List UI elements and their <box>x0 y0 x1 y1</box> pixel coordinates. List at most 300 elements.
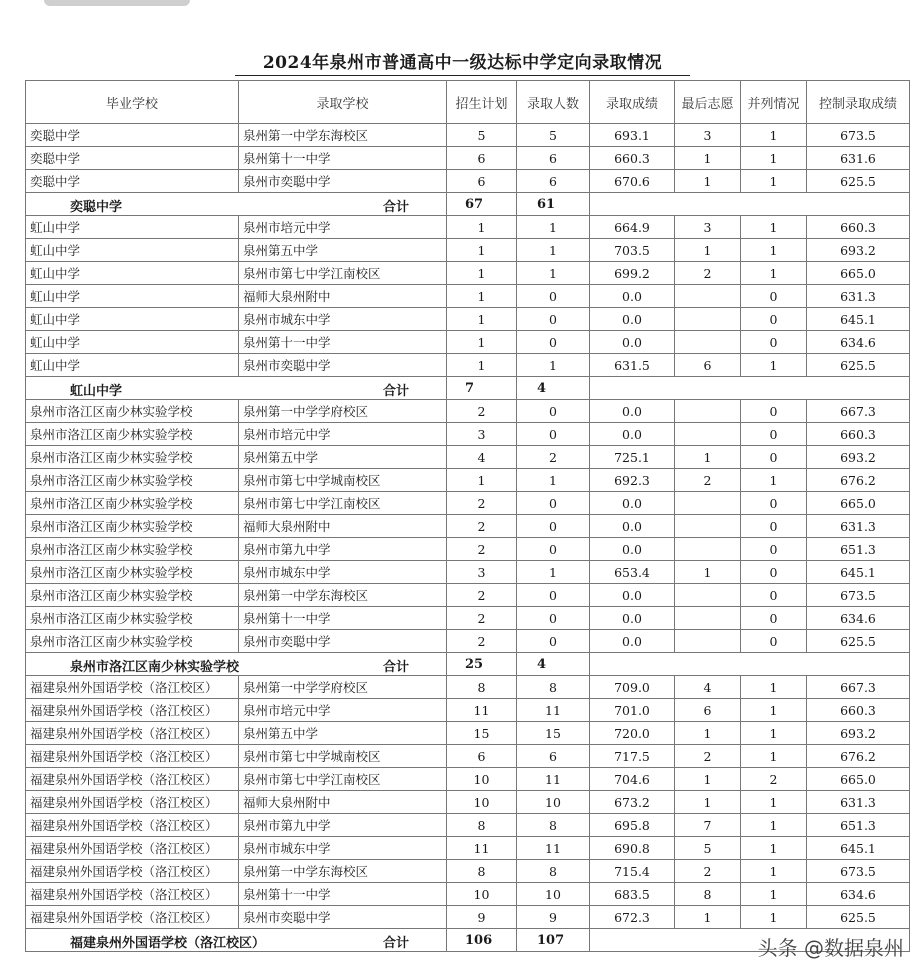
cell-admitting-school: 泉州第十一中学 <box>239 607 447 630</box>
cell-admitted-count: 6 <box>517 170 590 193</box>
cell-enrollment-plan: 3 <box>447 561 517 584</box>
total-label: 合计 <box>383 200 410 215</box>
cell-tie-status: 1 <box>741 906 807 929</box>
cell-control-score: 676.2 <box>807 745 910 768</box>
cell-tie-status: 0 <box>741 584 807 607</box>
cell-last-choice: 1 <box>675 147 741 170</box>
cell-last-choice: 3 <box>675 124 741 147</box>
cell-last-choice: 2 <box>675 262 741 285</box>
table-row <box>26 584 910 607</box>
cell-enrollment-plan: 2 <box>447 515 517 538</box>
cell-tie-status: 0 <box>741 400 807 423</box>
table-row <box>26 239 910 262</box>
cell-graduating-school: 泉州市洛江区南少林实验学校 <box>26 400 239 423</box>
cell-control-score: 645.1 <box>807 561 910 584</box>
cell-admitting-school: 泉州市奕聪中学 <box>239 170 447 193</box>
cell-control-score: 631.3 <box>807 791 910 814</box>
cell-admission-score: 704.6 <box>590 768 675 791</box>
cell-admitted-count: 0 <box>517 515 590 538</box>
table-row <box>26 561 910 584</box>
cell-tie-status: 1 <box>741 791 807 814</box>
cell-last-choice <box>675 492 741 515</box>
cell-graduating-school: 奕聪中学 <box>26 124 239 147</box>
cell-admitted-count: 0 <box>517 630 590 653</box>
cell-admitted-count: 0 <box>517 423 590 446</box>
table-row <box>26 814 910 837</box>
cell-tie-status: 1 <box>741 124 807 147</box>
cell-admission-score: 0.0 <box>590 423 675 446</box>
table-row <box>26 354 910 377</box>
cell-admission-score: 717.5 <box>590 745 675 768</box>
table-row <box>26 906 910 929</box>
table-row <box>26 515 910 538</box>
cell-last-choice <box>675 584 741 607</box>
total-empty-cell <box>590 193 910 216</box>
total-label-cell <box>26 929 447 952</box>
cell-admitting-school: 泉州第五中学 <box>239 239 447 262</box>
cell-graduating-school: 泉州市洛江区南少林实验学校 <box>26 584 239 607</box>
table-row <box>26 630 910 653</box>
cell-admitted-count: 1 <box>517 561 590 584</box>
top-scroll-bar <box>44 0 190 6</box>
cell-admitting-school: 泉州第一中学东海校区 <box>239 584 447 607</box>
cell-graduating-school: 福建泉州外国语学校（洛江校区） <box>26 906 239 929</box>
table-row <box>26 492 910 515</box>
cell-control-score: 676.2 <box>807 469 910 492</box>
cell-enrollment-plan: 10 <box>447 791 517 814</box>
cell-control-score: 693.2 <box>807 239 910 262</box>
cell-enrollment-plan: 1 <box>447 331 517 354</box>
total-plan: 106 <box>447 929 517 952</box>
cell-admitting-school: 泉州市第九中学 <box>239 814 447 837</box>
cell-tie-status: 0 <box>741 538 807 561</box>
cell-admitted-count: 10 <box>517 883 590 906</box>
cell-admission-score: 660.3 <box>590 147 675 170</box>
cell-admitting-school: 泉州第十一中学 <box>239 883 447 906</box>
cell-last-choice: 2 <box>675 745 741 768</box>
cell-control-score: 660.3 <box>807 699 910 722</box>
cell-enrollment-plan: 11 <box>447 837 517 860</box>
cell-enrollment-plan: 5 <box>447 124 517 147</box>
cell-tie-status: 0 <box>741 492 807 515</box>
cell-admission-score: 664.9 <box>590 216 675 239</box>
cell-control-score: 660.3 <box>807 423 910 446</box>
cell-graduating-school: 泉州市洛江区南少林实验学校 <box>26 538 239 561</box>
cell-last-choice <box>675 515 741 538</box>
cell-admission-score: 701.0 <box>590 699 675 722</box>
cell-graduating-school: 虹山中学 <box>26 239 239 262</box>
cell-graduating-school: 虹山中学 <box>26 354 239 377</box>
table-row <box>26 791 910 814</box>
cell-tie-status: 0 <box>741 308 807 331</box>
cell-admission-score: 692.3 <box>590 469 675 492</box>
table-row <box>26 446 910 469</box>
cell-enrollment-plan: 2 <box>447 492 517 515</box>
cell-control-score: 693.2 <box>807 446 910 469</box>
total-admitted: 107 <box>517 929 590 952</box>
total-admitted: 4 <box>517 377 590 400</box>
total-school-name: 虹山中学 <box>70 384 123 399</box>
cell-admitting-school: 泉州第一中学东海校区 <box>239 124 447 147</box>
cell-admission-score: 690.8 <box>590 837 675 860</box>
cell-tie-status: 2 <box>741 768 807 791</box>
cell-admitted-count: 8 <box>517 814 590 837</box>
cell-enrollment-plan: 1 <box>447 308 517 331</box>
total-row <box>26 653 910 676</box>
cell-tie-status: 0 <box>741 285 807 308</box>
cell-admitting-school: 泉州市第七中学城南校区 <box>239 745 447 768</box>
cell-control-score: 625.5 <box>807 354 910 377</box>
cell-admission-score: 720.0 <box>590 722 675 745</box>
cell-tie-status: 1 <box>741 216 807 239</box>
cell-admitted-count: 10 <box>517 791 590 814</box>
table-row <box>26 722 910 745</box>
table-row <box>26 262 910 285</box>
cell-admission-score: 673.2 <box>590 791 675 814</box>
table-row <box>26 147 910 170</box>
cell-tie-status: 1 <box>741 147 807 170</box>
total-label-cell <box>26 193 447 216</box>
cell-graduating-school: 泉州市洛江区南少林实验学校 <box>26 469 239 492</box>
cell-admitting-school: 泉州市奕聪中学 <box>239 630 447 653</box>
cell-tie-status: 0 <box>741 607 807 630</box>
cell-control-score: 665.0 <box>807 768 910 791</box>
cell-graduating-school: 泉州市洛江区南少林实验学校 <box>26 561 239 584</box>
cell-graduating-school: 福建泉州外国语学校（洛江校区） <box>26 676 239 699</box>
cell-last-choice: 1 <box>675 446 741 469</box>
cell-last-choice <box>675 308 741 331</box>
cell-enrollment-plan: 1 <box>447 239 517 262</box>
cell-admitting-school: 泉州第五中学 <box>239 446 447 469</box>
table-row <box>26 768 910 791</box>
cell-admitted-count: 11 <box>517 768 590 791</box>
total-empty-cell <box>590 377 910 400</box>
cell-graduating-school: 虹山中学 <box>26 216 239 239</box>
total-row <box>26 377 910 400</box>
cell-control-score: 634.6 <box>807 607 910 630</box>
cell-admission-score: 0.0 <box>590 630 675 653</box>
table-row <box>26 423 910 446</box>
cell-enrollment-plan: 3 <box>447 423 517 446</box>
cell-tie-status: 0 <box>741 331 807 354</box>
cell-graduating-school: 奕聪中学 <box>26 170 239 193</box>
cell-admission-score: 703.5 <box>590 239 675 262</box>
cell-admitting-school: 泉州市城东中学 <box>239 561 447 584</box>
total-plan: 7 <box>447 377 517 400</box>
cell-admission-score: 672.3 <box>590 906 675 929</box>
cell-control-score: 645.1 <box>807 308 910 331</box>
cell-admitted-count: 11 <box>517 699 590 722</box>
cell-last-choice: 1 <box>675 791 741 814</box>
cell-last-choice: 8 <box>675 883 741 906</box>
cell-admitted-count: 0 <box>517 331 590 354</box>
cell-admitting-school: 泉州市第七中学城南校区 <box>239 469 447 492</box>
cell-tie-status: 1 <box>741 676 807 699</box>
cell-admitted-count: 1 <box>517 354 590 377</box>
cell-graduating-school: 泉州市洛江区南少林实验学校 <box>26 607 239 630</box>
cell-admitted-count: 0 <box>517 400 590 423</box>
cell-tie-status: 1 <box>741 469 807 492</box>
cell-control-score: 667.3 <box>807 676 910 699</box>
cell-tie-status: 1 <box>741 814 807 837</box>
table-row <box>26 400 910 423</box>
cell-graduating-school: 泉州市洛江区南少林实验学校 <box>26 515 239 538</box>
cell-control-score: 631.6 <box>807 147 910 170</box>
cell-enrollment-plan: 1 <box>447 469 517 492</box>
cell-last-choice: 1 <box>675 768 741 791</box>
cell-admitting-school: 泉州第五中学 <box>239 722 447 745</box>
total-admitted: 4 <box>517 653 590 676</box>
cell-last-choice: 2 <box>675 860 741 883</box>
cell-admitted-count: 0 <box>517 492 590 515</box>
cell-admission-score: 0.0 <box>590 285 675 308</box>
cell-admitting-school: 泉州市第七中学江南校区 <box>239 768 447 791</box>
cell-admitted-count: 1 <box>517 262 590 285</box>
cell-tie-status: 1 <box>741 354 807 377</box>
cell-admitting-school: 泉州市第七中学江南校区 <box>239 262 447 285</box>
cell-admitting-school: 泉州第一中学学府校区 <box>239 676 447 699</box>
cell-admitted-count: 15 <box>517 722 590 745</box>
cell-enrollment-plan: 11 <box>447 699 517 722</box>
cell-last-choice: 1 <box>675 561 741 584</box>
cell-admitted-count: 1 <box>517 239 590 262</box>
cell-graduating-school: 泉州市洛江区南少林实验学校 <box>26 492 239 515</box>
table-row <box>26 699 910 722</box>
cell-graduating-school: 虹山中学 <box>26 308 239 331</box>
cell-enrollment-plan: 2 <box>447 607 517 630</box>
cell-last-choice: 3 <box>675 216 741 239</box>
cell-enrollment-plan: 2 <box>447 400 517 423</box>
cell-last-choice <box>675 285 741 308</box>
cell-admitted-count: 0 <box>517 285 590 308</box>
cell-control-score: 625.5 <box>807 630 910 653</box>
total-label: 合计 <box>383 660 410 675</box>
cell-admitting-school: 泉州市城东中学 <box>239 308 447 331</box>
cell-admission-score: 670.6 <box>590 170 675 193</box>
cell-tie-status: 1 <box>741 860 807 883</box>
cell-last-choice: 4 <box>675 676 741 699</box>
cell-admitted-count: 11 <box>517 837 590 860</box>
cell-admitting-school: 福师大泉州附中 <box>239 791 447 814</box>
cell-admitting-school: 泉州市培元中学 <box>239 216 447 239</box>
cell-enrollment-plan: 6 <box>447 745 517 768</box>
cell-admitted-count: 0 <box>517 538 590 561</box>
table-row <box>26 607 910 630</box>
cell-graduating-school: 虹山中学 <box>26 262 239 285</box>
cell-tie-status: 1 <box>741 170 807 193</box>
cell-control-score: 667.3 <box>807 400 910 423</box>
cell-last-choice: 5 <box>675 837 741 860</box>
cell-graduating-school: 福建泉州外国语学校（洛江校区） <box>26 814 239 837</box>
admission-table <box>25 80 910 952</box>
cell-admitted-count: 0 <box>517 584 590 607</box>
cell-admitted-count: 0 <box>517 308 590 331</box>
header-last-choice: 最后志愿 <box>675 81 741 124</box>
cell-control-score: 665.0 <box>807 492 910 515</box>
cell-control-score: 673.5 <box>807 124 910 147</box>
total-label: 合计 <box>383 384 410 399</box>
cell-admitting-school: 泉州市奕聪中学 <box>239 906 447 929</box>
cell-admitting-school: 泉州市第九中学 <box>239 538 447 561</box>
cell-last-choice <box>675 331 741 354</box>
cell-admitting-school: 泉州第一中学学府校区 <box>239 400 447 423</box>
cell-admitting-school: 泉州市奕聪中学 <box>239 354 447 377</box>
cell-admission-score: 0.0 <box>590 538 675 561</box>
total-school-name: 泉州市洛江区南少林实验学校 <box>70 660 240 675</box>
cell-enrollment-plan: 1 <box>447 285 517 308</box>
cell-enrollment-plan: 9 <box>447 906 517 929</box>
cell-admission-score: 709.0 <box>590 676 675 699</box>
cell-enrollment-plan: 1 <box>447 216 517 239</box>
cell-graduating-school: 泉州市洛江区南少林实验学校 <box>26 446 239 469</box>
cell-enrollment-plan: 6 <box>447 170 517 193</box>
cell-admission-score: 0.0 <box>590 331 675 354</box>
table-row <box>26 124 910 147</box>
cell-last-choice: 6 <box>675 699 741 722</box>
table-row <box>26 331 910 354</box>
cell-control-score: 651.3 <box>807 814 910 837</box>
cell-admitting-school: 泉州第十一中学 <box>239 331 447 354</box>
cell-admission-score: 699.2 <box>590 262 675 285</box>
cell-admitted-count: 8 <box>517 860 590 883</box>
watermark: 头条 @数据泉州 <box>757 936 904 960</box>
cell-enrollment-plan: 10 <box>447 768 517 791</box>
cell-graduating-school: 福建泉州外国语学校（洛江校区） <box>26 745 239 768</box>
header-graduating-school: 毕业学校 <box>26 81 239 124</box>
cell-enrollment-plan: 8 <box>447 814 517 837</box>
table-row <box>26 308 910 331</box>
cell-tie-status: 1 <box>741 262 807 285</box>
cell-graduating-school: 奕聪中学 <box>26 147 239 170</box>
cell-enrollment-plan: 10 <box>447 883 517 906</box>
total-school-name: 福建泉州外国语学校（洛江校区） <box>70 936 266 951</box>
cell-graduating-school: 福建泉州外国语学校（洛江校区） <box>26 860 239 883</box>
cell-control-score: 634.6 <box>807 883 910 906</box>
page-title: 2024年泉州市普通高中一级达标中学定向录取情况 <box>235 48 690 76</box>
cell-control-score: 645.1 <box>807 837 910 860</box>
total-label-cell <box>26 653 447 676</box>
cell-admitted-count: 6 <box>517 745 590 768</box>
cell-admission-score: 0.0 <box>590 515 675 538</box>
header-admission-score: 录取成绩 <box>590 81 675 124</box>
cell-graduating-school: 福建泉州外国语学校（洛江校区） <box>26 837 239 860</box>
cell-tie-status: 0 <box>741 515 807 538</box>
cell-admission-score: 0.0 <box>590 584 675 607</box>
cell-control-score: 693.2 <box>807 722 910 745</box>
table-row <box>26 745 910 768</box>
cell-enrollment-plan: 15 <box>447 722 517 745</box>
cell-control-score: 660.3 <box>807 216 910 239</box>
cell-last-choice: 1 <box>675 239 741 262</box>
cell-tie-status: 0 <box>741 630 807 653</box>
header-control-score: 控制录取成绩 <box>807 81 910 124</box>
cell-last-choice <box>675 538 741 561</box>
cell-admitting-school: 泉州市第七中学江南校区 <box>239 492 447 515</box>
table-row <box>26 538 910 561</box>
table-header-row <box>26 81 910 124</box>
cell-enrollment-plan: 2 <box>447 584 517 607</box>
cell-graduating-school: 泉州市洛江区南少林实验学校 <box>26 423 239 446</box>
cell-admission-score: 693.1 <box>590 124 675 147</box>
cell-admitted-count: 1 <box>517 469 590 492</box>
cell-last-choice <box>675 607 741 630</box>
cell-admission-score: 683.5 <box>590 883 675 906</box>
total-plan: 67 <box>447 193 517 216</box>
cell-admission-score: 0.0 <box>590 400 675 423</box>
cell-graduating-school: 福建泉州外国语学校（洛江校区） <box>26 791 239 814</box>
total-empty-cell <box>590 653 910 676</box>
cell-admitting-school: 福师大泉州附中 <box>239 285 447 308</box>
total-row <box>26 193 910 216</box>
cell-graduating-school: 福建泉州外国语学校（洛江校区） <box>26 699 239 722</box>
cell-last-choice: 1 <box>675 170 741 193</box>
table-row <box>26 285 910 308</box>
header-enrollment-plan: 招生计划 <box>447 81 517 124</box>
cell-graduating-school: 虹山中学 <box>26 285 239 308</box>
cell-admission-score: 631.5 <box>590 354 675 377</box>
cell-last-choice: 2 <box>675 469 741 492</box>
cell-admission-score: 0.0 <box>590 308 675 331</box>
cell-last-choice <box>675 400 741 423</box>
cell-enrollment-plan: 2 <box>447 630 517 653</box>
cell-last-choice: 1 <box>675 906 741 929</box>
cell-control-score: 651.3 <box>807 538 910 561</box>
cell-enrollment-plan: 1 <box>447 354 517 377</box>
cell-admitting-school: 泉州市培元中学 <box>239 423 447 446</box>
table-row <box>26 216 910 239</box>
total-label-cell <box>26 377 447 400</box>
cell-tie-status: 1 <box>741 883 807 906</box>
table-row <box>26 837 910 860</box>
total-admitted: 61 <box>517 193 590 216</box>
cell-admitted-count: 2 <box>517 446 590 469</box>
table-row <box>26 170 910 193</box>
cell-admitted-count: 6 <box>517 147 590 170</box>
cell-graduating-school: 虹山中学 <box>26 331 239 354</box>
cell-graduating-school: 泉州市洛江区南少林实验学校 <box>26 630 239 653</box>
cell-tie-status: 1 <box>741 239 807 262</box>
cell-enrollment-plan: 6 <box>447 147 517 170</box>
cell-admission-score: 653.4 <box>590 561 675 584</box>
cell-admitting-school: 泉州市城东中学 <box>239 837 447 860</box>
cell-enrollment-plan: 2 <box>447 538 517 561</box>
cell-admission-score: 0.0 <box>590 492 675 515</box>
cell-admitting-school: 泉州第十一中学 <box>239 147 447 170</box>
cell-enrollment-plan: 8 <box>447 676 517 699</box>
cell-graduating-school: 福建泉州外国语学校（洛江校区） <box>26 722 239 745</box>
cell-tie-status: 1 <box>741 745 807 768</box>
cell-control-score: 634.6 <box>807 331 910 354</box>
cell-admitting-school: 泉州第一中学东海校区 <box>239 860 447 883</box>
cell-last-choice <box>675 630 741 653</box>
header-tie-status: 并列情况 <box>741 81 807 124</box>
total-plan: 25 <box>447 653 517 676</box>
cell-enrollment-plan: 1 <box>447 262 517 285</box>
header-admitted-count: 录取人数 <box>517 81 590 124</box>
cell-control-score: 631.3 <box>807 285 910 308</box>
cell-admitting-school: 泉州市培元中学 <box>239 699 447 722</box>
total-school-name: 奕聪中学 <box>70 200 123 215</box>
cell-last-choice: 7 <box>675 814 741 837</box>
cell-admitting-school: 福师大泉州附中 <box>239 515 447 538</box>
cell-control-score: 665.0 <box>807 262 910 285</box>
cell-enrollment-plan: 4 <box>447 446 517 469</box>
cell-control-score: 625.5 <box>807 170 910 193</box>
cell-tie-status: 1 <box>741 699 807 722</box>
cell-tie-status: 0 <box>741 423 807 446</box>
table-row <box>26 676 910 699</box>
cell-admitted-count: 8 <box>517 676 590 699</box>
